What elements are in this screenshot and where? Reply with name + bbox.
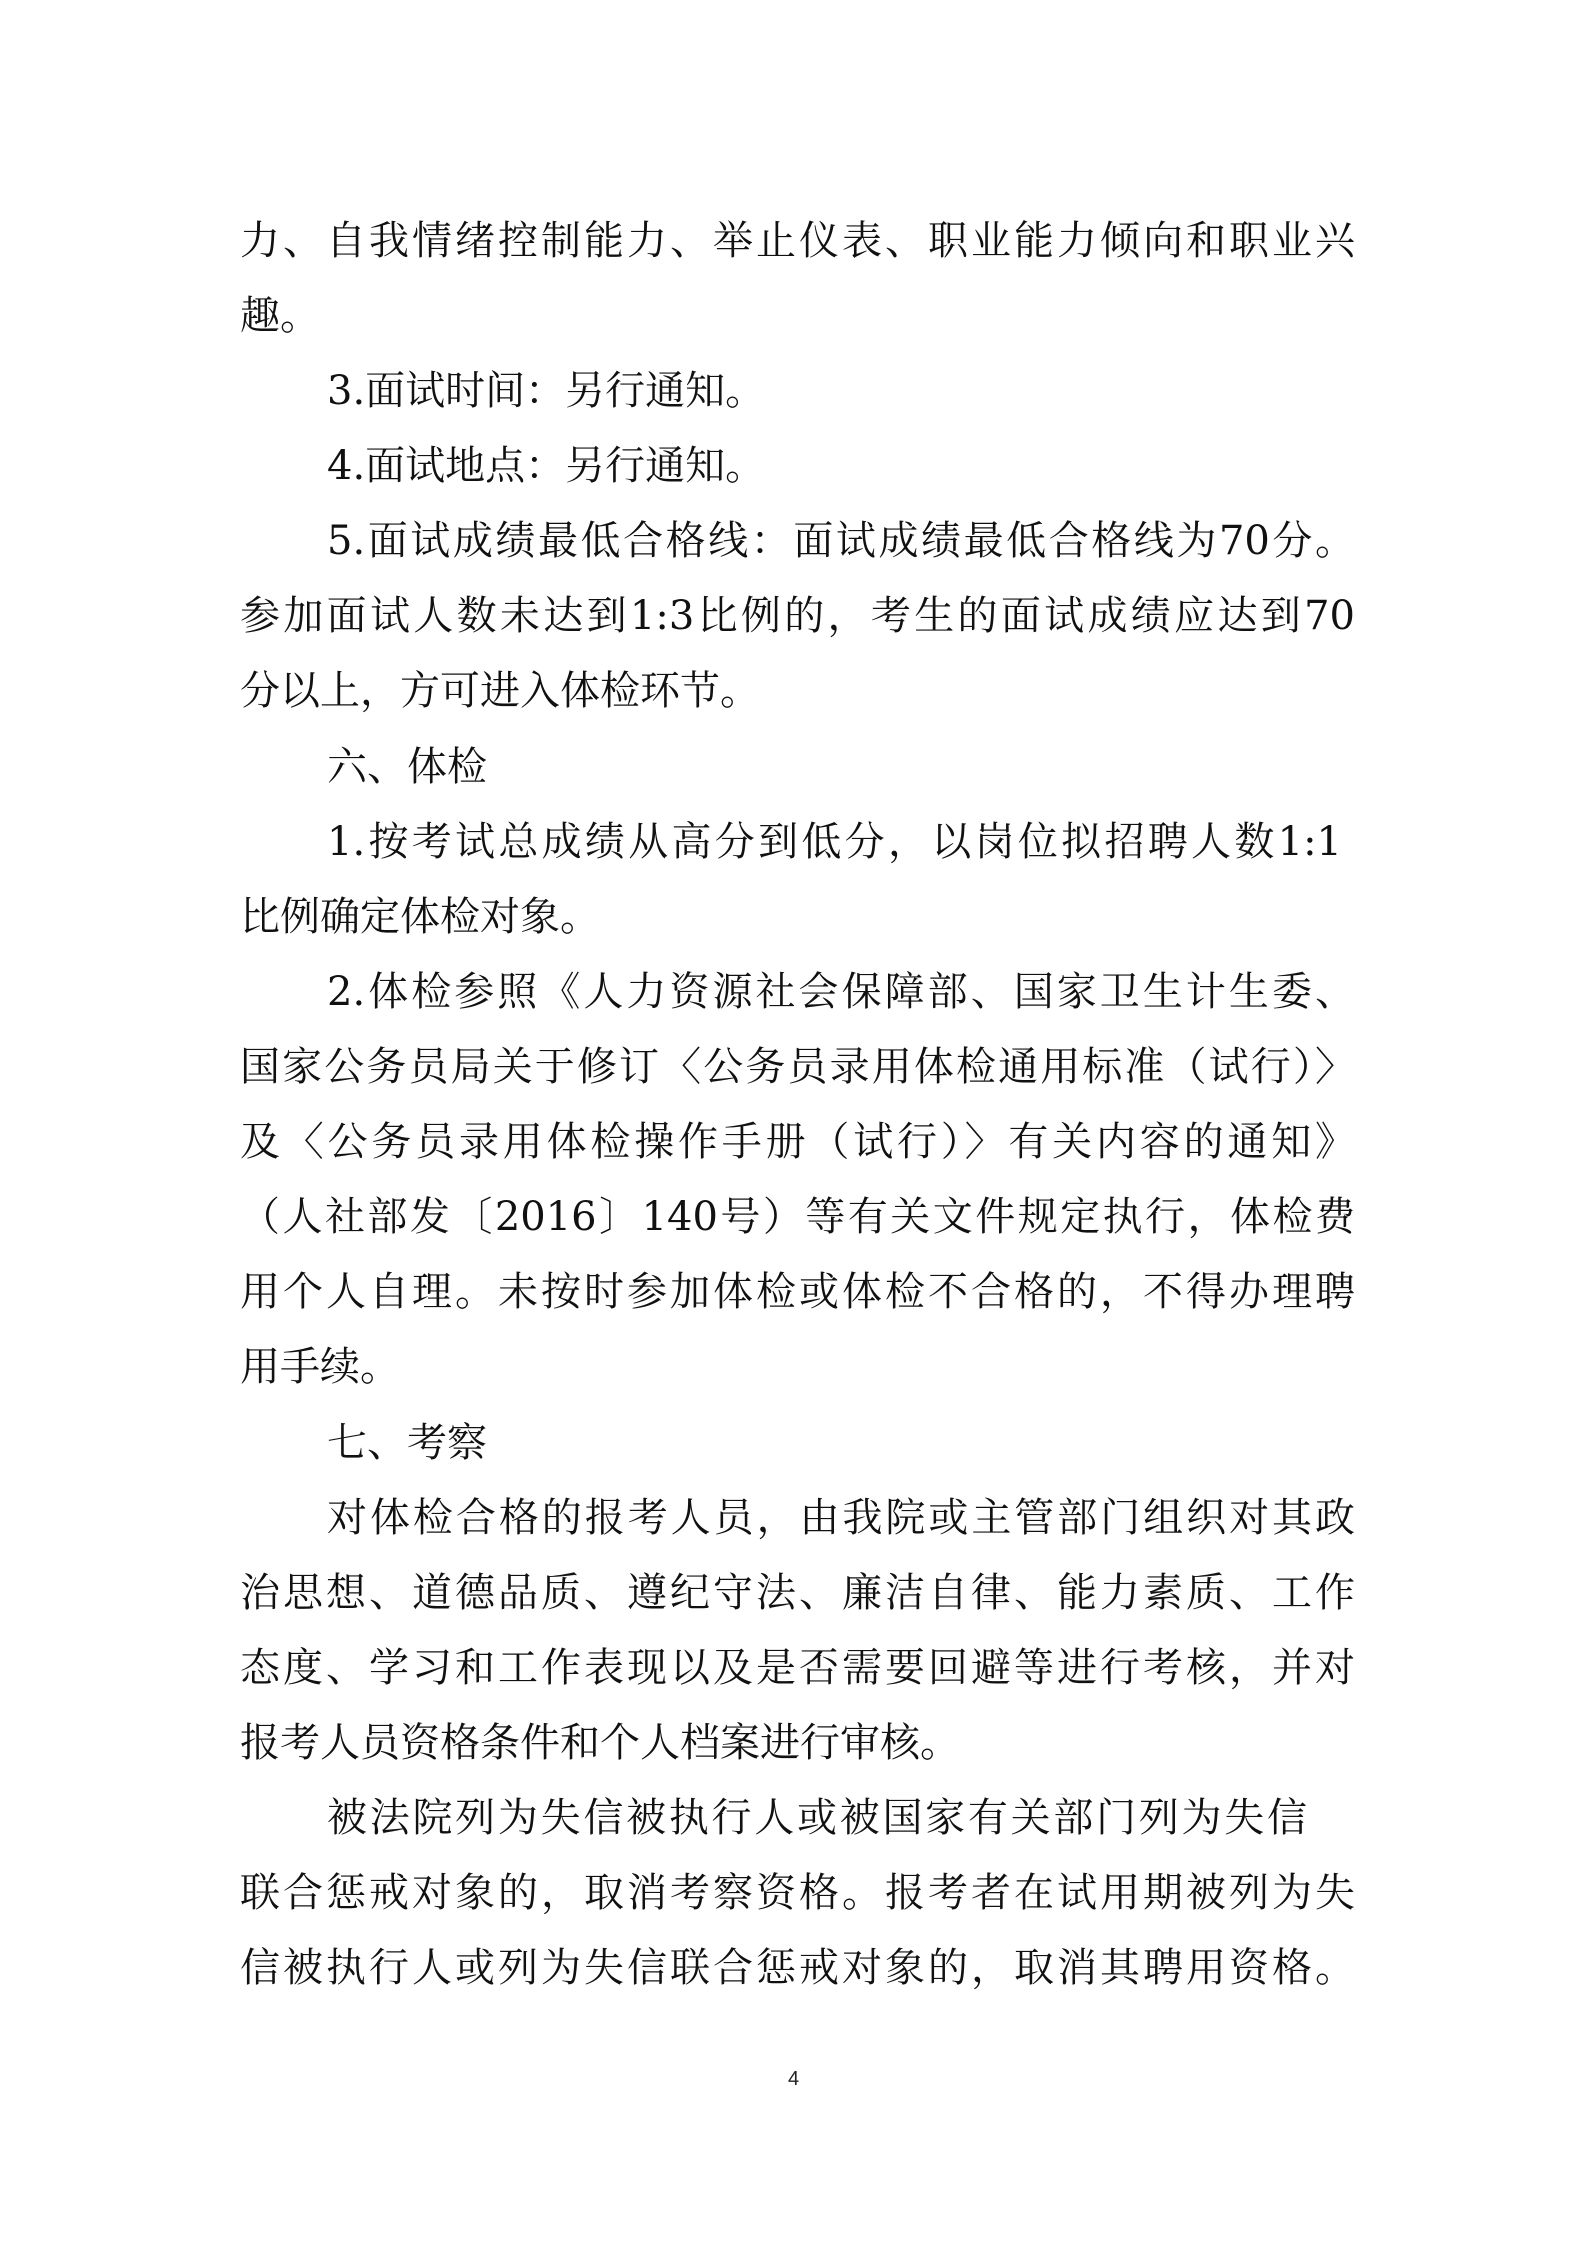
paragraph-line: 联合惩戒对象的，取消考察资格。报考者在试用期被列为失 [240, 1870, 1355, 1916]
paragraph-line: 分以上，方可进入体检环节。 [240, 668, 760, 714]
paragraph-line: 态度、学习和工作表现以及是否需要回避等进行考核，并对 [240, 1645, 1355, 1691]
paragraph-line: 报考人员资格条件和个人档案进行审核。 [240, 1720, 960, 1766]
section-heading: 六、体检 [327, 744, 487, 790]
paragraph-line: 2.体检参照《人力资源社会保障部、国家卫生计生委、 [327, 969, 1355, 1015]
paragraph-line: 1.按考试总成绩从高分到低分，以岗位拟招聘人数1:1 [327, 819, 1342, 865]
paragraph-line: 对体检合格的报考人员，由我院或主管部门组织对其政 [327, 1495, 1355, 1541]
paragraph-line: 用个人自理。未按时参加体检或体检不合格的，不得办理聘 [240, 1269, 1355, 1315]
paragraph-line: 信被执行人或列为失信联合惩戒对象的，取消其聘用资格。 [240, 1945, 1355, 1991]
page-number: 4 [787, 2068, 800, 2090]
paragraph-line: （人社部发〔2016〕140号）等有关文件规定执行，体检费 [240, 1194, 1355, 1240]
paragraph-line: 力、自我情绪控制能力、举止仪表、职业能力倾向和职业兴 [240, 218, 1355, 264]
paragraph-line: 及〈公务员录用体检操作手册（试行）〉有关内容的通知》 [240, 1119, 1355, 1165]
paragraph-line: 被法院列为失信被执行人或被国家有关部门列为失信 [327, 1795, 1307, 1841]
paragraph-line: 参加面试人数未达到1:3比例的，考生的面试成绩应达到70 [240, 593, 1355, 639]
paragraph-line: 趣。 [240, 293, 320, 339]
section-heading: 七、考察 [327, 1420, 487, 1466]
paragraph-line: 3.面试时间：另行通知。 [327, 368, 766, 414]
paragraph-line: 5.面试成绩最低合格线：面试成绩最低合格线为70分。 [327, 518, 1355, 564]
paragraph-line: 治思想、道德品质、遵纪守法、廉洁自律、能力素质、工作 [240, 1570, 1355, 1616]
paragraph-line: 国家公务员局关于修订〈公务员录用体检通用标准（试行）〉 [240, 1044, 1355, 1090]
paragraph-line: 4.面试地点：另行通知。 [327, 443, 766, 489]
paragraph-line: 用手续。 [240, 1344, 400, 1390]
paragraph-line: 比例确定体检对象。 [240, 894, 600, 940]
